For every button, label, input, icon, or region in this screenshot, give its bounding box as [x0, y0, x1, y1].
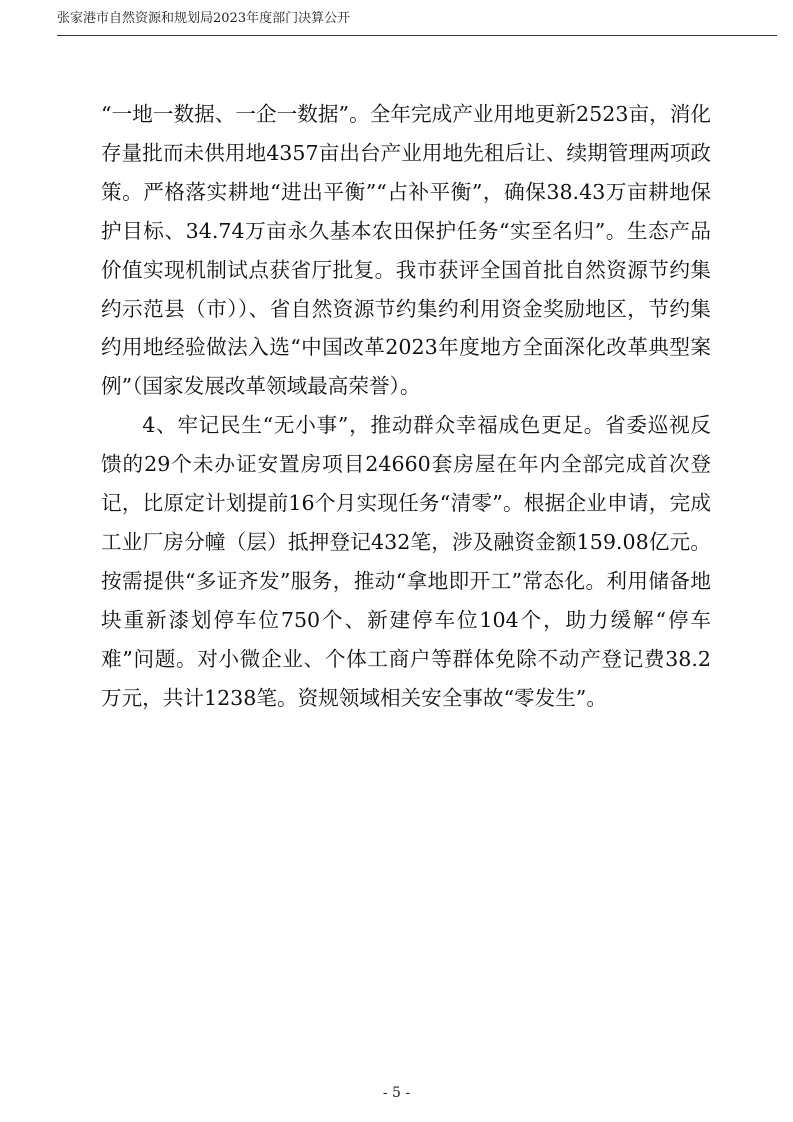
- header-divider: [57, 35, 777, 36]
- paragraph-livelihood: 4、牢记民生“无小事”，推动群众幸福成色更足。省委巡视反馈的29个未办证安置房项目24660套房屋在年内全部完成首次登记，比原定计划提前16个月实现任务“清零”。根据企业申请，完成工业厂房分幢（层）抵押登记432笔，涉及融资金额159.08亿元。按需提供“多证齐发”服务，推动“拿地即开工”常态化。利用储备地块重新漆划停车位750个、新建停车位104个，助力缓解“停车难”问题。对小微企业、个体工商户等群体免除不动产登记费38.2万元，共计1238笔。资规领域相关安全事故“零发生”。: [101, 413, 711, 710]
- paragraph-continuation: “一地一数据、一企一数据”。全年完成产业用地更新2523亩，消化存量批而未供用地4357亩出台产业用地先租后让、续期管理两项政策。严格落实耕地“进出平衡”“占补平衡”，确保38.43万亩耕地保护目标、34.74万亩永久基本农田保护任务“实至名归”。生态产品价值实现机制试点获省厅批复。我市获评全国首批自然资源节约集约示范县（市））、省自然资源节约集约利用资金奖励地区，节约集约用地经验做法入选“中国改革2023年度地方全面深化改革典型案例”（国家发展改革领域最高荣誉）。: [101, 102, 711, 399]
- document-body: [101, 95, 711, 718]
- page-number: - 5 -: [382, 1085, 411, 1101]
- page-header: 张家港市自然资源和规划局2023年度部门决算公开: [57, 11, 351, 26]
